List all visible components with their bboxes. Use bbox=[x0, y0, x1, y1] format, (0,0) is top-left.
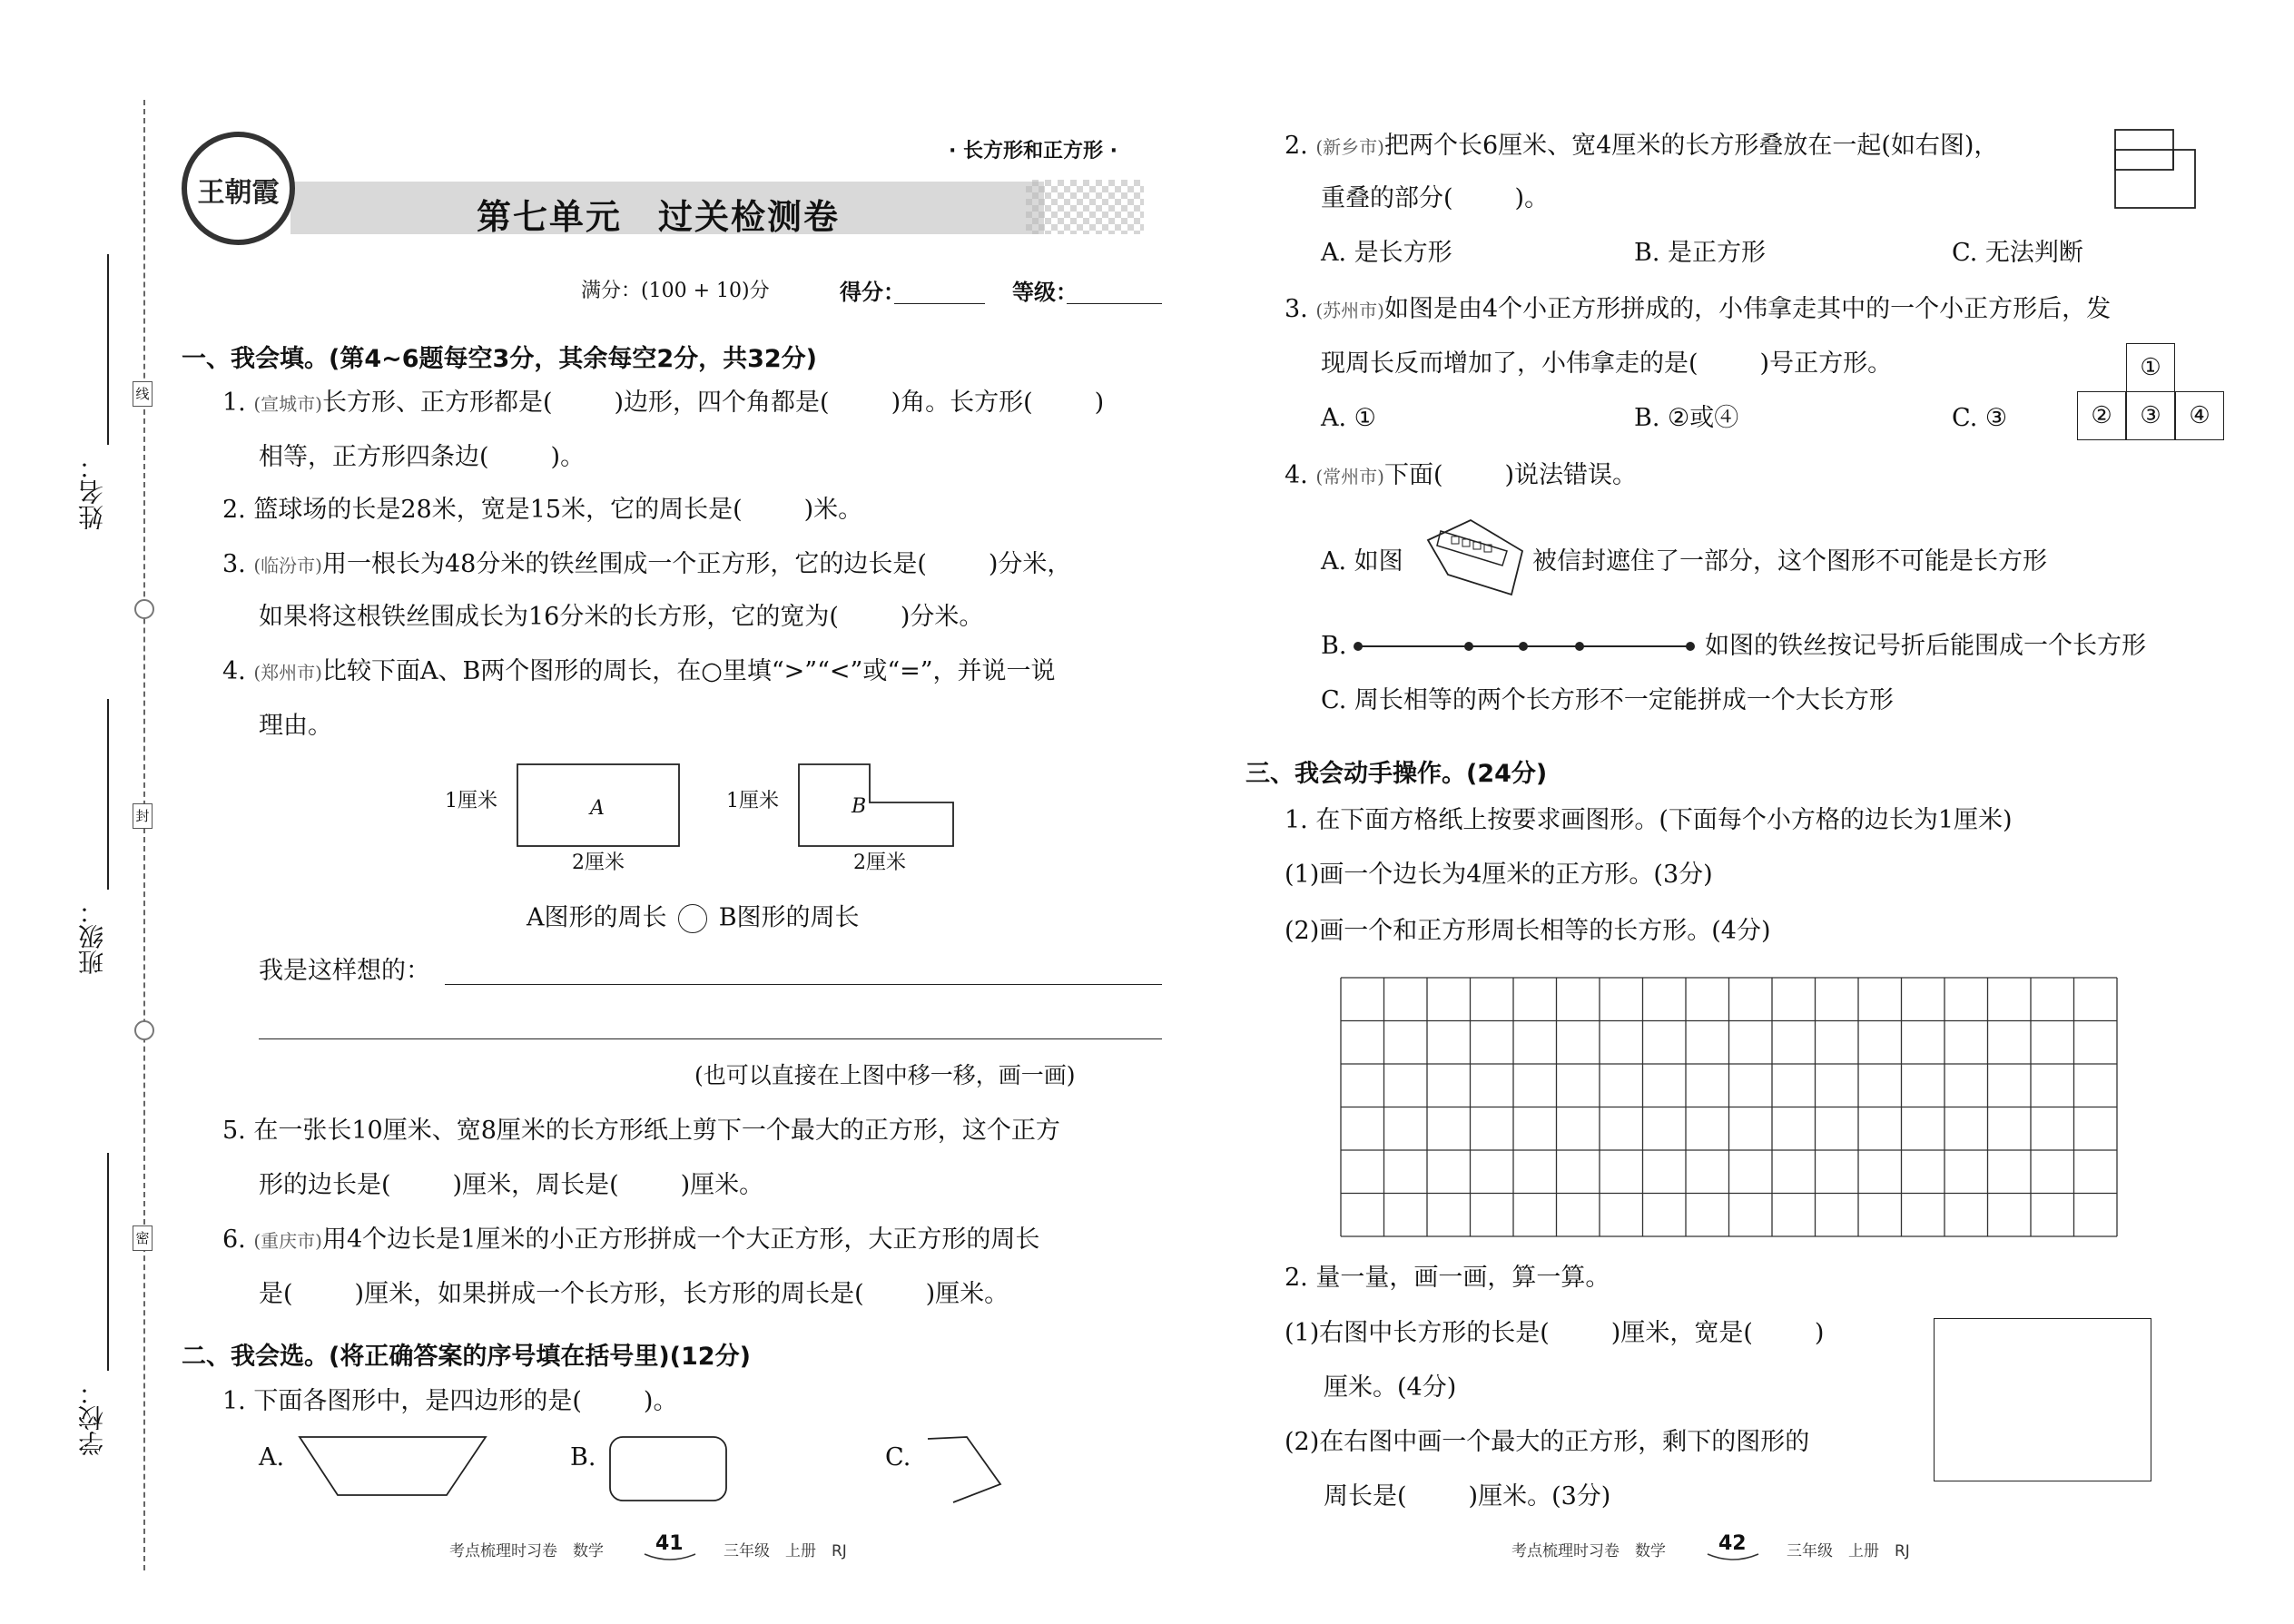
q2-3-option-a: A. ① bbox=[1321, 404, 1376, 432]
compare-circle[interactable] bbox=[678, 904, 707, 933]
figure-b-bottom-label: 2厘米 bbox=[853, 851, 906, 874]
footer-left-grade: 三年级 上册 RJ bbox=[724, 1542, 847, 1560]
question-3-2-sub1-line2: 厘米。(4分) bbox=[1324, 1373, 1457, 1402]
question-1-5-line2: 形的边长是( )厘米，周长是( )厘米。 bbox=[259, 1171, 764, 1199]
figure-a-name: A bbox=[590, 797, 605, 820]
figure-b-name: B bbox=[852, 795, 867, 818]
binding-mark-mi: 密 bbox=[133, 1225, 153, 1251]
page-bracket bbox=[643, 1552, 697, 1565]
city-tag: (临汾市) bbox=[253, 555, 322, 576]
page-bracket bbox=[1706, 1552, 1760, 1565]
q2-2-option-a: A. 是长方形 bbox=[1321, 239, 1452, 267]
section3-heading: 三、我会动手操作。(24分) bbox=[1245, 760, 1548, 788]
q2-4-option-b-text: 如图的铁丝按记号折后能围成一个长方形 bbox=[1705, 632, 2146, 660]
school-blank-line bbox=[107, 1153, 109, 1371]
question-3-2: 2. 量一量，画一画，算一算。 bbox=[1285, 1264, 1610, 1292]
overlap-rectangles-figure bbox=[2106, 123, 2197, 218]
figure-a-bottom-label: 2厘米 bbox=[572, 851, 625, 874]
question-3-2-sub1: (1)右图中长方形的长是( )厘米，宽是( ) bbox=[1285, 1319, 1825, 1347]
name-blank-line bbox=[107, 254, 109, 445]
school-label: 学校： bbox=[77, 1380, 107, 1456]
reason-line-1[interactable] bbox=[445, 984, 1162, 985]
q2-3-option-b: B. ②或④ bbox=[1634, 404, 1739, 432]
measure-rectangle[interactable] bbox=[1934, 1318, 2151, 1481]
brand-logo bbox=[182, 132, 295, 245]
question-2-3: 3. (苏州市)如图是由4个小正方形拼成的，小伟拿走其中的一个小正方形后，发 bbox=[1285, 295, 2112, 323]
banner-pattern bbox=[1026, 180, 1144, 234]
open-quad-shape bbox=[928, 1437, 1000, 1502]
name-label: 姓名： bbox=[77, 454, 107, 530]
question-1-3: 3. (临汾市)用一根长为48分米的铁丝围成一个正方形，它的边长是( )分米， bbox=[222, 550, 1072, 578]
q2-4-option-c: C. 周长相等的两个长方形不一定能拼成一个大长方形 bbox=[1321, 686, 1894, 714]
binding-mark-xian: 线 bbox=[133, 381, 153, 407]
class-blank-line bbox=[107, 699, 109, 890]
figure-b-side-label: 1厘米 bbox=[726, 790, 779, 812]
q2-4-option-a-text: 被信封遮住了一部分，这个图形不可能是长方形 bbox=[1532, 547, 2047, 576]
q2-3-option-c: C. ③ bbox=[1952, 404, 2008, 432]
envelope-figure bbox=[1421, 513, 1530, 599]
option-a-label: A. bbox=[259, 1443, 285, 1471]
question-2-2: 2. (新乡市)把两个长6厘米、宽4厘米的长方形叠放在一起(如右图)， bbox=[1285, 132, 1999, 160]
question-1-6-line2: 是( )厘米，如果拼成一个长方形，长方形的周长是( )厘米。 bbox=[259, 1280, 1009, 1308]
city-tag: (苏州市) bbox=[1315, 300, 1384, 321]
question-1-1: 1. (宣城市)长方形、正方形都是( )边形，四个角都是( )角。长方形( ) bbox=[222, 389, 1105, 417]
question-1-5: 5. 在一张长10厘米、宽8厘米的长方形纸上剪下一个最大的正方形，这个正方 bbox=[222, 1117, 1060, 1145]
q2-2-option-c: C. 无法判断 bbox=[1952, 239, 2083, 267]
option-b-label: B. bbox=[570, 1443, 596, 1471]
footer-left-page: 41 bbox=[655, 1532, 684, 1555]
q2-4-option-b-prefix: B. bbox=[1321, 632, 1347, 660]
grid-paper[interactable] bbox=[1339, 976, 2122, 1239]
shape-options bbox=[290, 1430, 1017, 1511]
city-tag: (新乡市) bbox=[1315, 136, 1384, 158]
city-tag: (宣城市) bbox=[253, 393, 322, 415]
question-2-4: 4. (常州市)下面( )说法错误。 bbox=[1285, 461, 1638, 489]
binding-hole bbox=[134, 599, 154, 619]
question-3-1: 1. 在下面方格纸上按要求画图形。(下面每个小方格的边长为1厘米) bbox=[1285, 806, 2013, 834]
rounded-rect-shape bbox=[610, 1437, 726, 1501]
question-1-1-line2: 相等，正方形四条边( )。 bbox=[259, 443, 586, 471]
class-label: 班级： bbox=[77, 899, 107, 975]
compare-row: A图形的周长 B图形的周长 bbox=[527, 903, 860, 932]
hint-text: (也可以直接在上图中移一移，画一画) bbox=[694, 1062, 1076, 1088]
section2-heading: 二、我会选。(将正确答案的序号填在括号里)(12分) bbox=[182, 1343, 751, 1371]
footer-right-grade: 三年级 上册 RJ bbox=[1787, 1542, 1910, 1560]
grade-label: 等级： bbox=[1012, 279, 1078, 305]
q2-4-option-a-prefix: A. 如图 bbox=[1321, 547, 1403, 576]
footer-left-book: 考点梳理时习卷 数学 bbox=[449, 1542, 604, 1560]
reason-line-2[interactable] bbox=[259, 1038, 1162, 1039]
trapezoid-shape bbox=[300, 1437, 486, 1495]
city-tag: (常州市) bbox=[1315, 466, 1384, 487]
question-2-3-line2: 现周长反而增加了，小伟拿走的是( )号正方形。 bbox=[1321, 349, 1893, 378]
q2-2-option-b: B. 是正方形 bbox=[1634, 239, 1767, 267]
city-tag: (郑州市) bbox=[253, 662, 322, 684]
question-1-6: 6. (重庆市)用4个边长是1厘米的小正方形拼成一个大正方形，大正方形的周长 bbox=[222, 1225, 1040, 1254]
question-2-2-line2: 重叠的部分( )。 bbox=[1321, 184, 1550, 212]
question-3-2-sub2-line2: 周长是( )厘米。(3分) bbox=[1324, 1482, 1611, 1511]
square-2: ② bbox=[2077, 391, 2126, 440]
binding-dashed-line bbox=[143, 100, 145, 1570]
question-1-4: 4. (郑州市)比较下面A、B两个图形的周长，在○里填“>”“<”或“=”，并说一说 bbox=[222, 657, 1056, 685]
question-3-1-sub1: (1)画一个边长为4厘米的正方形。(3分) bbox=[1285, 861, 1713, 889]
question-1-3-line2: 如果将这根铁丝围成长为16分米的长方形，它的宽为( )分米。 bbox=[259, 603, 984, 631]
question-2-1: 1. 下面各图形中，是四边形的是( )。 bbox=[222, 1387, 678, 1415]
brand-name: 王朝霞 bbox=[197, 177, 280, 209]
grade-blank[interactable] bbox=[1067, 303, 1162, 304]
full-score: 满分：(100 + 10)分 bbox=[581, 280, 770, 302]
subject-tag: · 长方形和正方形 · bbox=[949, 140, 1118, 162]
binding-hole bbox=[134, 1020, 154, 1040]
square-3: ③ bbox=[2126, 391, 2175, 440]
question-1-4-line2: 理由。 bbox=[259, 712, 332, 740]
square-1: ① bbox=[2126, 343, 2175, 392]
question-3-1-sub2: (2)画一个和正方形周长相等的长方形。(4分) bbox=[1285, 917, 1771, 945]
wire-figure bbox=[1353, 635, 1698, 657]
score-blank[interactable] bbox=[894, 303, 985, 304]
figure-b-shape bbox=[799, 764, 953, 846]
binding-mark-feng: 封 bbox=[133, 803, 153, 829]
think-label: 我是这样想的： bbox=[259, 957, 430, 985]
city-tag: (重庆市) bbox=[253, 1230, 322, 1252]
footer-right-book: 考点梳理时习卷 数学 bbox=[1511, 1542, 1666, 1560]
figure-a-side-label: 1厘米 bbox=[445, 790, 497, 812]
section1-heading: 一、我会填。(第4~6题每空3分，其余每空2分，共32分) bbox=[182, 345, 818, 373]
option-c-label: C. bbox=[885, 1443, 911, 1471]
question-3-2-sub2: (2)在右图中画一个最大的正方形，剩下的图形的 bbox=[1285, 1428, 1810, 1456]
square-4: ④ bbox=[2175, 391, 2224, 440]
score-label: 得分： bbox=[840, 279, 905, 305]
footer-right-page: 42 bbox=[1718, 1532, 1747, 1555]
page-title: 第七单元 过关检测卷 bbox=[477, 197, 841, 237]
question-1-2: 2. 篮球场的长是28米，宽是15米，它的周长是( )米。 bbox=[222, 496, 863, 524]
